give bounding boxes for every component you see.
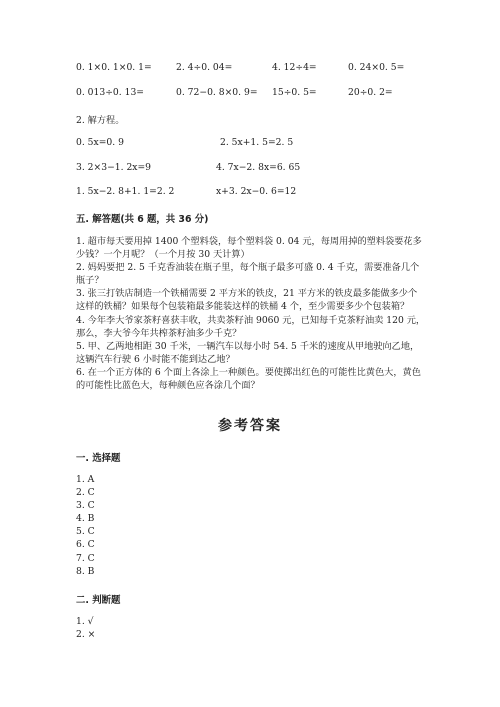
answers-part2-list bbox=[76, 615, 95, 641]
problem-item: 5. 甲、乙两地相距 30 千米，一辆汽车以每小时 54. 5 千米的速度从甲地驶向乙地，这辆汽车行驶 6 小时能不能到达乙地？ bbox=[76, 340, 420, 365]
answer-item: 8. B bbox=[76, 565, 95, 577]
problem-list bbox=[76, 235, 426, 392]
section5-heading: 五. 解答题(共 6 题，共 36 分) bbox=[76, 214, 209, 225]
equation-item: 3. 2×3−1. 2x=9 bbox=[76, 162, 152, 173]
answer-item: 7. C bbox=[76, 552, 95, 564]
answers-part2-heading: 二. 判断题 bbox=[76, 595, 121, 606]
calc-item: 2. 4÷0. 04= bbox=[176, 62, 233, 73]
answers-part1-heading: 一. 选择题 bbox=[76, 453, 121, 464]
equation-item: 2. 5x+1. 5=2. 5 bbox=[220, 137, 294, 148]
equation-item: x+3. 2x−0. 6=12 bbox=[216, 186, 297, 197]
calc-item: 0. 72−0. 8×0. 9= bbox=[176, 87, 258, 98]
answer-item: 4. B bbox=[76, 513, 95, 525]
answer-item: 5. C bbox=[76, 526, 95, 538]
answer-item: 2. × bbox=[76, 629, 96, 641]
equation-item: 0. 5x=0. 9 bbox=[76, 137, 124, 148]
answers-part1-list bbox=[76, 473, 95, 578]
calc-item: 0. 1×0. 1×0. 1= bbox=[76, 62, 152, 73]
answer-item: 1. A bbox=[76, 474, 95, 485]
calc-item: 15÷0. 5= bbox=[272, 87, 317, 98]
answer-item: 1. √ bbox=[76, 616, 94, 627]
problem-item: 6. 在一个正方体的 6 个面上各涂上一种颜色。要使掷出红色的可能性比黄色大，黄色的可能性比蓝色大，每种颜色应各涂几个面？ bbox=[76, 366, 421, 392]
equation-item: 1. 5x−2. 8+1. 1=2. 2 bbox=[76, 186, 175, 197]
calc-item: 4. 12÷4= bbox=[272, 62, 317, 73]
calc-item: 0. 013÷0. 13= bbox=[76, 87, 144, 98]
answer-item: 2. C bbox=[76, 487, 95, 499]
problem-item: 1. 超市每天要用掉 1400 个塑料袋，每个塑料袋 0. 04 元，每周用掉的塑料袋要花多少钱？一个月呢？（一个月按 30 天计算） bbox=[76, 236, 422, 261]
answer-item: 3. C bbox=[76, 500, 95, 512]
calc-item: 20÷0. 2= bbox=[348, 87, 393, 98]
problem-item: 4. 今年李大爷家茶籽喜获丰收，共卖茶籽油 9060 元，已知每千克茶籽油卖 120 元，那么，李大爷今年共榨茶籽油多少千克？ bbox=[76, 314, 426, 339]
equations-heading: 2. 解方程。 bbox=[76, 115, 125, 126]
equation-item: 4. 7x−2. 8x=6. 65 bbox=[216, 162, 301, 173]
answer-item: 6. C bbox=[76, 539, 95, 551]
calc-item: 0. 24×0. 5= bbox=[348, 62, 405, 73]
answers-title: 参考答案 bbox=[218, 418, 282, 434]
problem-item: 3. 张三打铁店制造一个铁桶需要 2 平方米的铁皮，21 平方米的铁皮最多能做多少个这样的铁桶？如果每个包装箱最多能装这样的铁桶 4 个，至少需要多少个包装箱？ bbox=[76, 288, 418, 313]
problem-item: 2. 妈妈要把 2. 5 千克香油装在瓶子里，每个瓶子最多可盛 0. 4 千克，需要准备几个瓶子？ bbox=[76, 262, 420, 287]
